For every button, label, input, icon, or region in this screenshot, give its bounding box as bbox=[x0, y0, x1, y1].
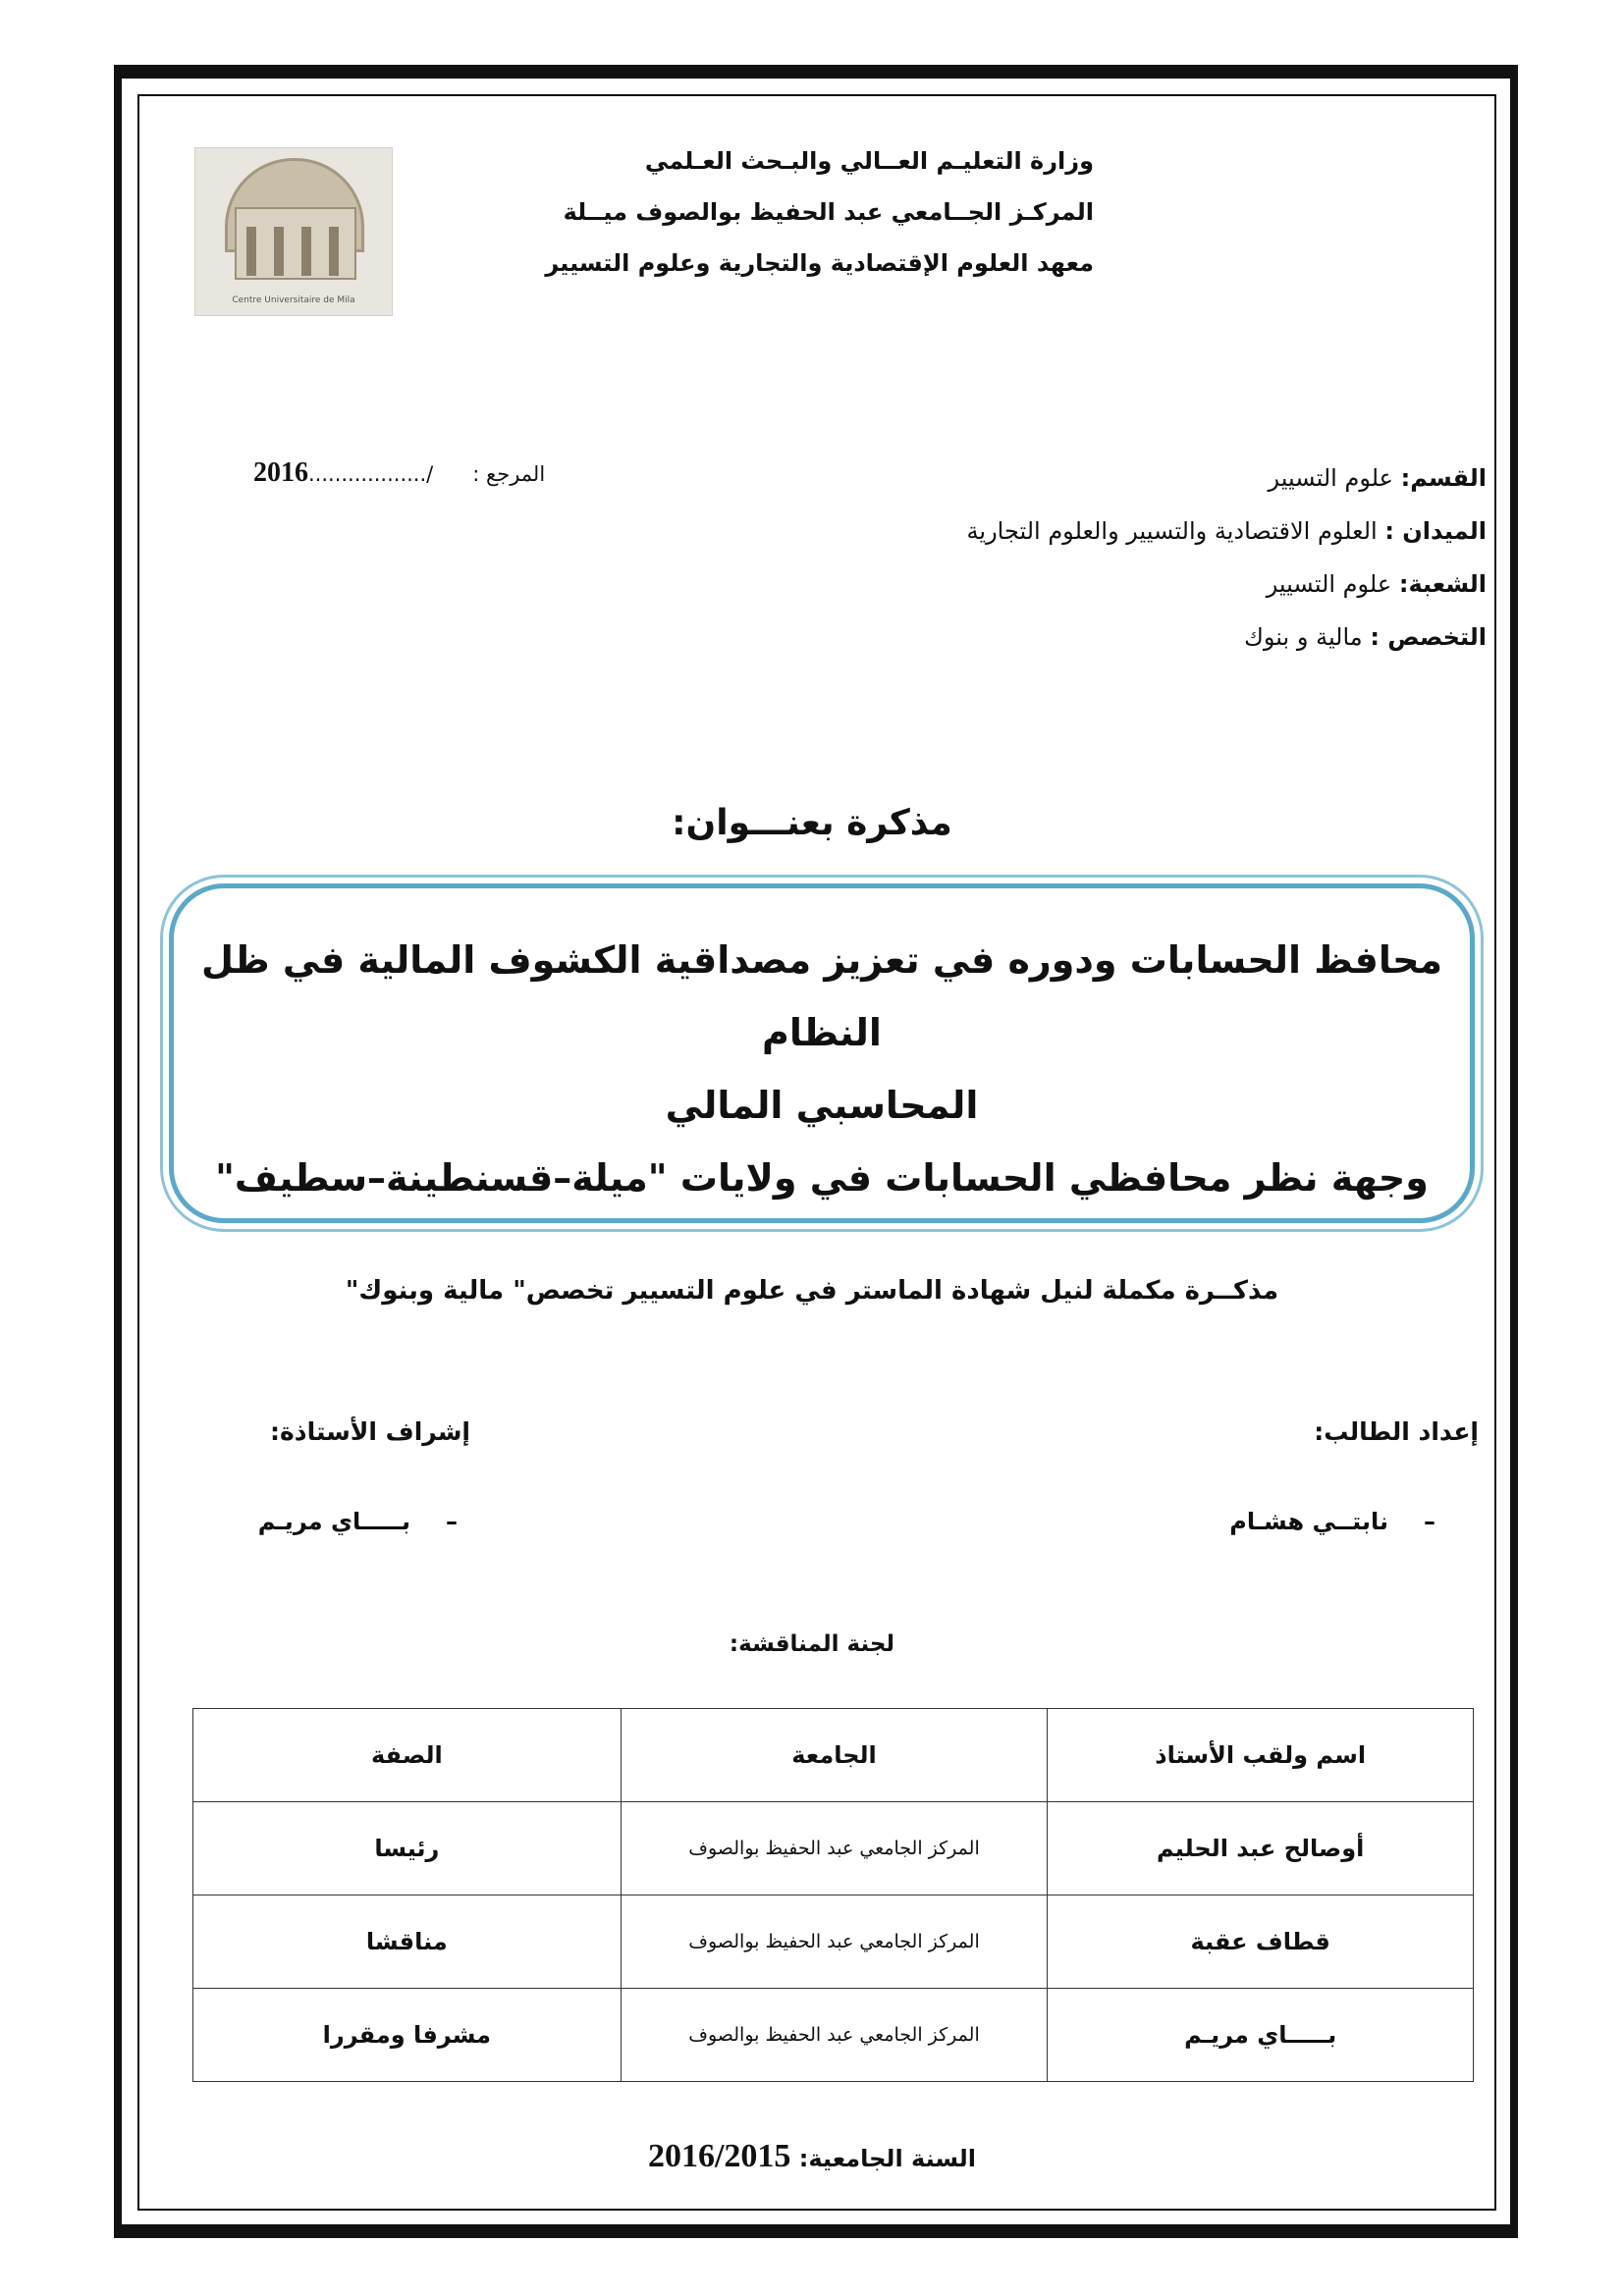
field-value: علوم التسيير bbox=[1268, 464, 1393, 492]
field-key: الشعبة: bbox=[1398, 570, 1487, 598]
member-name: بـــــاي مريـم bbox=[1048, 1989, 1474, 2082]
academic-year-line bbox=[0, 2138, 1624, 2175]
institution-header bbox=[545, 135, 1094, 289]
field-key: التخصص : bbox=[1370, 623, 1487, 651]
table-header-row bbox=[193, 1709, 1474, 1802]
institute-line: معهد العلوم الإقتصادية والتجارية وعلوم التسيير bbox=[545, 249, 1094, 277]
student-name: نابتــي هشـام bbox=[1229, 1508, 1388, 1535]
column-header: الصفة bbox=[193, 1709, 622, 1802]
reference-year: 2016 bbox=[253, 457, 308, 488]
field-key: القسم: bbox=[1400, 464, 1487, 492]
logo-column bbox=[246, 227, 256, 276]
table-row bbox=[193, 1896, 1474, 1989]
field-row bbox=[780, 611, 1487, 664]
student-name-line bbox=[1229, 1508, 1435, 1535]
reference-line bbox=[253, 457, 545, 489]
field-key: الميدان : bbox=[1384, 517, 1487, 545]
committee-label: لجنة المناقشة: bbox=[729, 1631, 895, 1657]
academic-year-value: 2016/2015 bbox=[647, 2138, 791, 2174]
member-university: المركز الجامعي عبد الحفيظ بوالصوف bbox=[621, 1802, 1048, 1896]
member-name: أوصالح عبد الحليم bbox=[1048, 1802, 1474, 1896]
memo-heading: مذكرة بعنـــوان: bbox=[672, 803, 952, 843]
supervised-by-label: إشراف الأستاذة: bbox=[270, 1417, 470, 1446]
thesis-subtitle-line: وجهة نظر محافظي الحسابات في ولايات "ميلة–قسنطينة–سطيف" bbox=[215, 1156, 1429, 1200]
field-row bbox=[780, 452, 1487, 505]
member-name: قطاف عقبة bbox=[1048, 1896, 1474, 1989]
dash-bullet: – bbox=[1424, 1508, 1435, 1535]
reference-label: المرجع : bbox=[472, 462, 546, 486]
thesis-title-line: المحاسبي المالي bbox=[665, 1084, 979, 1127]
logo-caption: Centre Universitaire de Mila bbox=[232, 295, 355, 305]
logo-column bbox=[329, 227, 339, 276]
table-row bbox=[193, 1802, 1474, 1896]
member-role: مناقشا bbox=[193, 1896, 622, 1989]
supervisor-name: بـــــاي مريـم bbox=[257, 1508, 410, 1535]
ministry-line: وزارة التعليـم العــالي والبـحث العـلمي bbox=[644, 147, 1094, 175]
thesis-title-box bbox=[169, 883, 1475, 1223]
field-value: العلوم الاقتصادية والتسيير والعلوم التجارية bbox=[966, 517, 1378, 545]
document-fields bbox=[780, 452, 1487, 664]
field-row bbox=[780, 505, 1487, 558]
prepared-by-label: إعداد الطالب: bbox=[1314, 1417, 1479, 1446]
field-value: علوم التسيير bbox=[1266, 570, 1392, 598]
member-role: مشرفا ومقررا bbox=[193, 1989, 622, 2082]
university-logo bbox=[194, 147, 393, 316]
supervisor-name-line bbox=[258, 1508, 458, 1535]
member-university: المركز الجامعي عبد الحفيظ بوالصوف bbox=[621, 1896, 1048, 1989]
member-role: رئيسا bbox=[193, 1802, 622, 1896]
member-university: المركز الجامعي عبد الحفيظ بوالصوف bbox=[621, 1989, 1048, 2082]
dash-bullet: – bbox=[446, 1508, 458, 1535]
committee-table bbox=[192, 1708, 1474, 2082]
thesis-title-line: محافظ الحسابات ودوره في تعزيز مصداقية الكشوف المالية في ظل النظام bbox=[200, 938, 1443, 1054]
column-header: الجامعة bbox=[621, 1709, 1048, 1802]
logo-column bbox=[274, 227, 284, 276]
column-header: اسم ولقب الأستاذ bbox=[1048, 1709, 1474, 1802]
academic-year-label: السنة الجامعية: bbox=[798, 2145, 977, 2172]
field-value: مالية و بنوك bbox=[1244, 623, 1363, 651]
field-row bbox=[780, 558, 1487, 611]
logo-column bbox=[301, 227, 311, 276]
table-row bbox=[193, 1989, 1474, 2082]
reference-value: ................../ bbox=[308, 462, 434, 486]
degree-statement: مذكــرة مكملة لنيل شهادة الماستر في علوم التسيير تخصص" مالية وبنوك" bbox=[345, 1276, 1279, 1306]
center-line: المركـز الجــامعي عبد الحفيظ بوالصوف ميــلة bbox=[563, 198, 1094, 226]
